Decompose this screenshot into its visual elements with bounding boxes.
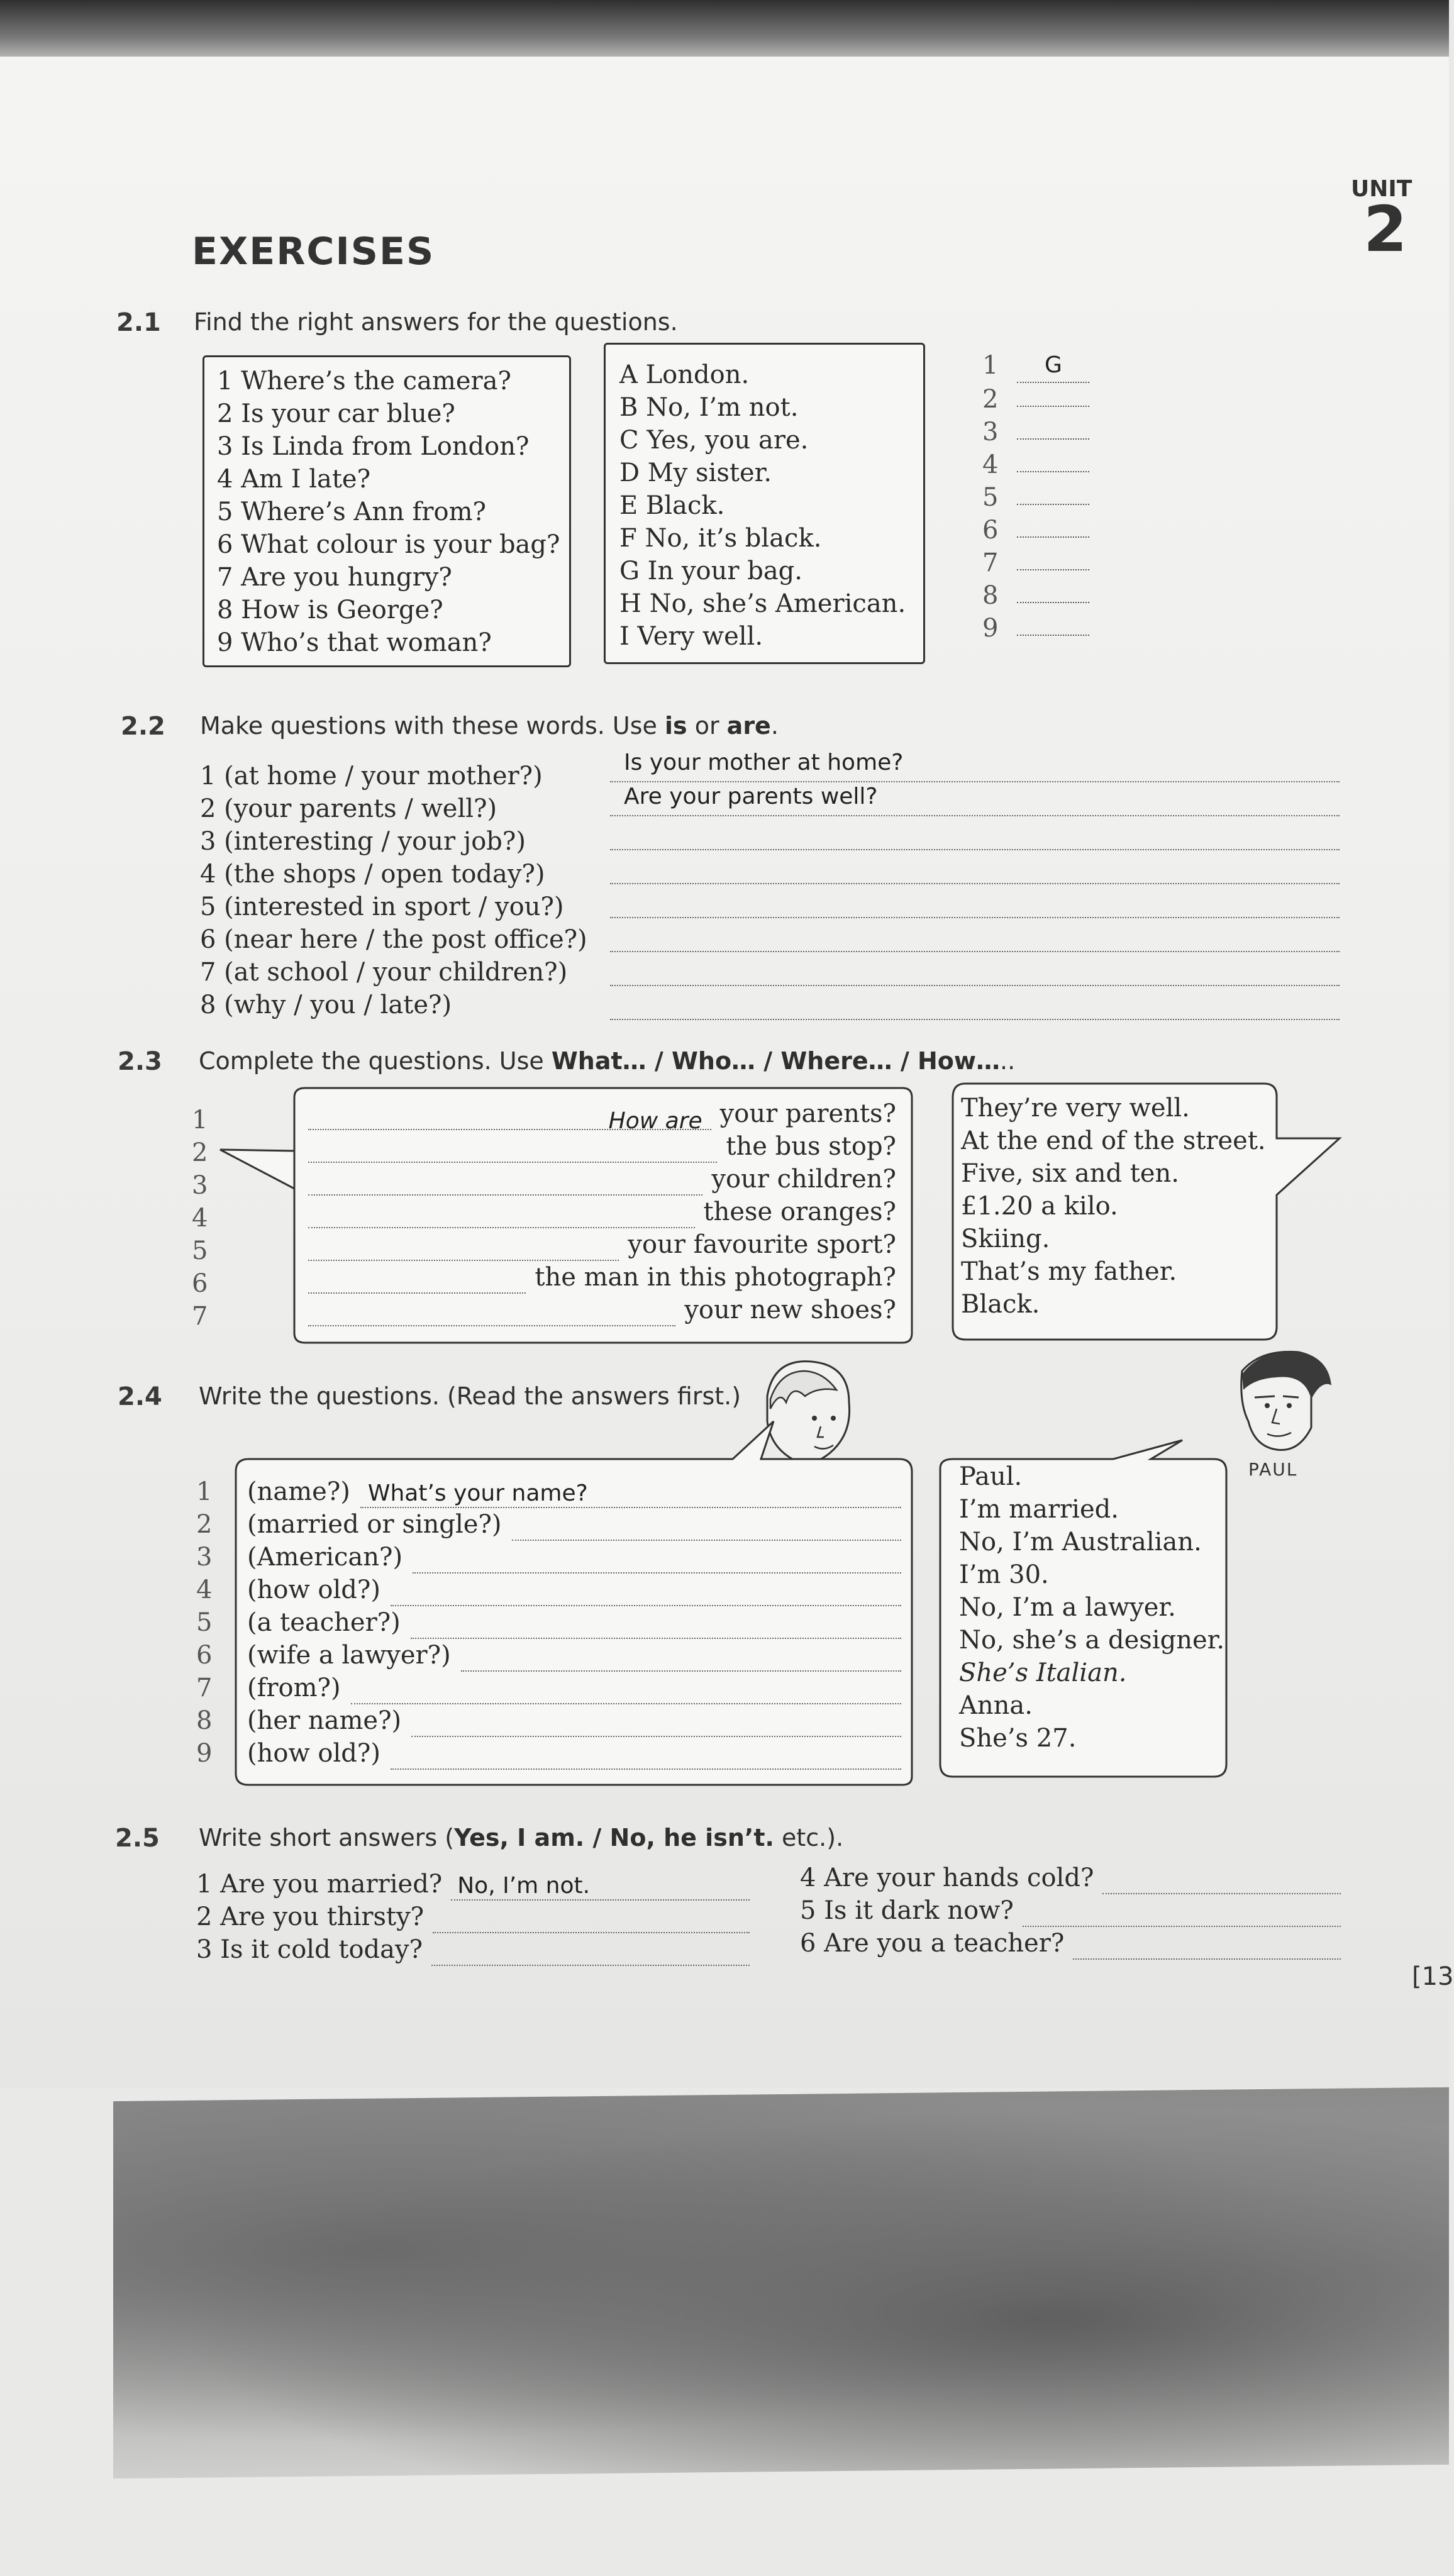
question-text: 2 Are you thirsty? <box>196 1902 425 1931</box>
exercise-2-3-questions <box>308 1097 896 1326</box>
item-number: 9 <box>196 1739 213 1768</box>
reply-text: I’m 30. <box>959 1560 1049 1589</box>
answer-field[interactable] <box>1102 1869 1341 1894</box>
answer-field[interactable]: No, I’m not. <box>451 1875 750 1901</box>
unit-label: UNIT <box>1351 176 1412 202</box>
prompt-text: (name?) <box>247 1477 350 1506</box>
answer-field[interactable] <box>610 918 1340 952</box>
list-item: 3 (interesting / your job?) <box>200 827 526 856</box>
exercise-2-5-left <box>196 1868 750 1966</box>
answer-field[interactable] <box>308 1269 526 1294</box>
key-answer-field[interactable] <box>1017 547 1089 570</box>
man-name-label: PAUL <box>1248 1459 1298 1480</box>
exercise-2-2-items <box>200 760 587 1021</box>
photo-bottom-shadow <box>113 2087 1449 2479</box>
answer-field[interactable] <box>391 1745 901 1770</box>
key-answer-field[interactable] <box>1017 416 1089 440</box>
answer-field[interactable] <box>1023 1902 1341 1927</box>
item-number: 6 <box>192 1269 208 1298</box>
item-number: 1 <box>196 1477 213 1506</box>
item-number: 4 <box>196 1575 213 1604</box>
exercise-2-1-instruction: Find the right answers for the questions. <box>194 308 678 336</box>
item-number: 8 <box>196 1706 213 1735</box>
item-number: 2 <box>192 1138 208 1167</box>
key-number: 3 <box>982 418 999 447</box>
reply-text: Anna. <box>959 1691 1033 1720</box>
answers-list <box>619 358 906 653</box>
list-item: 2 (your parents / well?) <box>200 794 497 823</box>
reply-text: Paul. <box>959 1462 1023 1491</box>
key-number: 2 <box>982 385 999 414</box>
key-answer-field[interactable] <box>1017 383 1089 407</box>
answer-field[interactable] <box>308 1170 702 1196</box>
answer-field[interactable]: Is your mother at home? <box>610 748 1340 782</box>
answer-option: A London. <box>619 360 750 389</box>
exercise-2-2-number: 2.2 <box>121 712 165 741</box>
answer-field[interactable]: Are your parents well? <box>610 782 1340 816</box>
reply-text: £1.20 a kilo. <box>961 1192 1118 1221</box>
answer-option: G In your bag. <box>619 557 802 586</box>
answer-option: H No, she’s American. <box>619 589 906 618</box>
key-number: 1 <box>982 351 999 380</box>
key-answer-field[interactable] <box>1017 612 1089 636</box>
exercise-2-1-number: 2.1 <box>116 308 161 337</box>
exercise-2-4-instruction: Write the questions. (Read the answers first.) <box>199 1382 741 1410</box>
answer-field[interactable] <box>512 1516 901 1541</box>
prompt-text: (how old?) <box>247 1739 380 1768</box>
question-item: 9 Who’s that woman? <box>217 628 492 657</box>
question-text: 3 Is it cold today? <box>196 1935 423 1964</box>
answer-field[interactable] <box>610 850 1340 884</box>
item-number: 5 <box>192 1236 208 1265</box>
item-number: 5 <box>196 1608 213 1637</box>
prompt-text: (American?) <box>247 1543 403 1572</box>
exercise-2-3-numbers <box>192 1104 208 1333</box>
key-number: 7 <box>982 548 999 577</box>
key-number: 9 <box>982 614 999 643</box>
answer-field[interactable] <box>411 1712 901 1737</box>
list-item: 1 (at home / your mother?) <box>200 762 543 791</box>
answer-field[interactable] <box>610 986 1340 1020</box>
question-item: 3 Is Linda from London? <box>217 432 530 461</box>
answer-option: F No, it’s black. <box>619 524 822 553</box>
prompt-text: (married or single?) <box>247 1510 502 1539</box>
item-number: 3 <box>192 1171 208 1200</box>
prompt-text: (from?) <box>247 1674 341 1702</box>
exercise-2-5-number: 2.5 <box>115 1824 160 1853</box>
reply-text: I’m married. <box>959 1495 1119 1524</box>
question-text: 6 Are you a teacher? <box>800 1929 1065 1958</box>
answer-field[interactable] <box>433 1908 750 1933</box>
exercise-2-4-replies <box>959 1460 1224 1755</box>
question-text: 5 Is it dark now? <box>800 1896 1014 1925</box>
exercise-2-2-answers <box>610 748 1340 1020</box>
reply-text: No, I’m Australian. <box>959 1528 1202 1557</box>
answer-field[interactable] <box>610 952 1340 986</box>
reply-text: That’s my father. <box>961 1257 1177 1286</box>
unit-number: 2 <box>1363 192 1407 266</box>
answer-field[interactable] <box>308 1138 717 1163</box>
question-ending: the bus stop? <box>726 1132 896 1161</box>
item-number: 7 <box>196 1674 213 1702</box>
answer-field[interactable] <box>391 1581 901 1606</box>
question-text: 4 Are your hands cold? <box>800 1863 1094 1892</box>
answer-field[interactable] <box>411 1614 901 1639</box>
answer-field[interactable] <box>413 1548 901 1574</box>
exercise-2-4-number: 2.4 <box>118 1382 162 1411</box>
prompt-text: (her name?) <box>247 1706 402 1735</box>
question-ending: your new shoes? <box>684 1296 896 1324</box>
exercise-2-2-instruction: Make questions with these words. Use is or are. <box>200 712 779 740</box>
item-number: 3 <box>196 1543 213 1572</box>
list-item: 8 (why / you / late?) <box>200 991 452 1019</box>
item-number: 2 <box>196 1510 213 1539</box>
key-number: 8 <box>982 581 999 610</box>
answer-option: B No, I’m not. <box>619 393 799 422</box>
exercise-2-3-replies <box>961 1092 1266 1321</box>
exercise-2-5-instruction: Write short answers (Yes, I am. / No, he isn’t. etc.). <box>199 1824 844 1852</box>
question-item: 5 Where’s Ann from? <box>217 497 486 526</box>
answer-field[interactable] <box>610 816 1340 850</box>
answer-key <box>982 349 1089 645</box>
reply-text: At the end of the street. <box>961 1126 1266 1155</box>
question-ending: your parents? <box>719 1099 896 1128</box>
question-item: 8 How is George? <box>217 596 443 625</box>
item-number: 4 <box>192 1204 208 1233</box>
answer-field[interactable] <box>351 1679 901 1704</box>
answer-option: E Black. <box>619 491 725 520</box>
key-number: 4 <box>982 450 999 479</box>
reply-text: She’s Italian. <box>959 1658 1127 1687</box>
question-ending: your children? <box>711 1165 896 1194</box>
reply-text: Black. <box>961 1290 1040 1319</box>
key-number: 6 <box>982 516 999 545</box>
question-item: 7 Are you hungry? <box>217 563 452 592</box>
answer-field[interactable] <box>610 884 1340 918</box>
question-ending: these oranges? <box>703 1197 896 1226</box>
answer-option: I Very well. <box>619 622 763 651</box>
list-item: 5 (interested in sport / you?) <box>200 892 564 921</box>
question-item: 2 Is your car blue? <box>217 399 455 428</box>
prompt-text: (a teacher?) <box>247 1608 401 1637</box>
page-number: [13 <box>1412 1962 1454 1991</box>
answer-field[interactable] <box>308 1301 675 1326</box>
question-item: 4 Am I late? <box>217 465 371 494</box>
question-item: 1 Where’s the camera? <box>217 367 511 396</box>
key-number: 5 <box>982 483 999 512</box>
list-item: 7 (at school / your children?) <box>200 958 568 987</box>
answer-field[interactable]: What’s your name? <box>360 1483 901 1508</box>
answer-field[interactable] <box>431 1941 750 1966</box>
reply-text: No, she’s a designer. <box>959 1626 1225 1655</box>
item-number: 6 <box>196 1641 213 1670</box>
question-item: 6 What colour is your bag? <box>217 530 560 559</box>
reply-text: Five, six and ten. <box>961 1159 1179 1188</box>
list-item: 6 (near here / the post office?) <box>200 925 587 954</box>
question-ending: your favourite sport? <box>628 1230 896 1259</box>
reply-text: Skiing. <box>961 1224 1050 1253</box>
reply-text: They’re very well. <box>961 1094 1190 1123</box>
item-number: 7 <box>192 1302 208 1331</box>
exercise-2-4-numbers <box>196 1475 212 1770</box>
answer-field[interactable]: How are <box>308 1105 711 1130</box>
answer-field[interactable] <box>308 1203 695 1228</box>
question-text: 1 Are you married? <box>196 1870 443 1899</box>
key-answer-field[interactable] <box>1017 481 1089 505</box>
reply-text: No, I’m a lawyer. <box>959 1593 1176 1622</box>
question-ending: the man in this photograph? <box>535 1263 896 1292</box>
exercise-2-4-prompts <box>247 1475 901 1770</box>
answer-field[interactable] <box>1073 1935 1341 1960</box>
key-answer-field[interactable]: G <box>1017 349 1089 383</box>
exercise-2-5-right <box>800 1862 1341 1960</box>
key-answer-field[interactable] <box>1017 579 1089 603</box>
answer-field[interactable] <box>308 1236 619 1261</box>
questions-list <box>217 365 560 659</box>
answer-option: D My sister. <box>619 458 772 487</box>
key-answer-field[interactable] <box>1017 448 1089 472</box>
prompt-text: (wife a lawyer?) <box>247 1641 451 1670</box>
item-number: 1 <box>192 1106 208 1135</box>
answer-field[interactable] <box>461 1646 901 1672</box>
exercise-2-3-number: 2.3 <box>118 1047 162 1076</box>
reply-text: She’s 27. <box>959 1724 1077 1753</box>
answer-option: C Yes, you are. <box>619 426 809 455</box>
exercise-2-3-instruction: Complete the questions. Use What… / Who… / Where… / How….. <box>199 1047 1016 1075</box>
page-title: EXERCISES <box>192 230 435 274</box>
list-item: 4 (the shops / open today?) <box>200 860 545 889</box>
prompt-text: (how old?) <box>247 1575 380 1604</box>
key-answer-field[interactable] <box>1017 514 1089 538</box>
